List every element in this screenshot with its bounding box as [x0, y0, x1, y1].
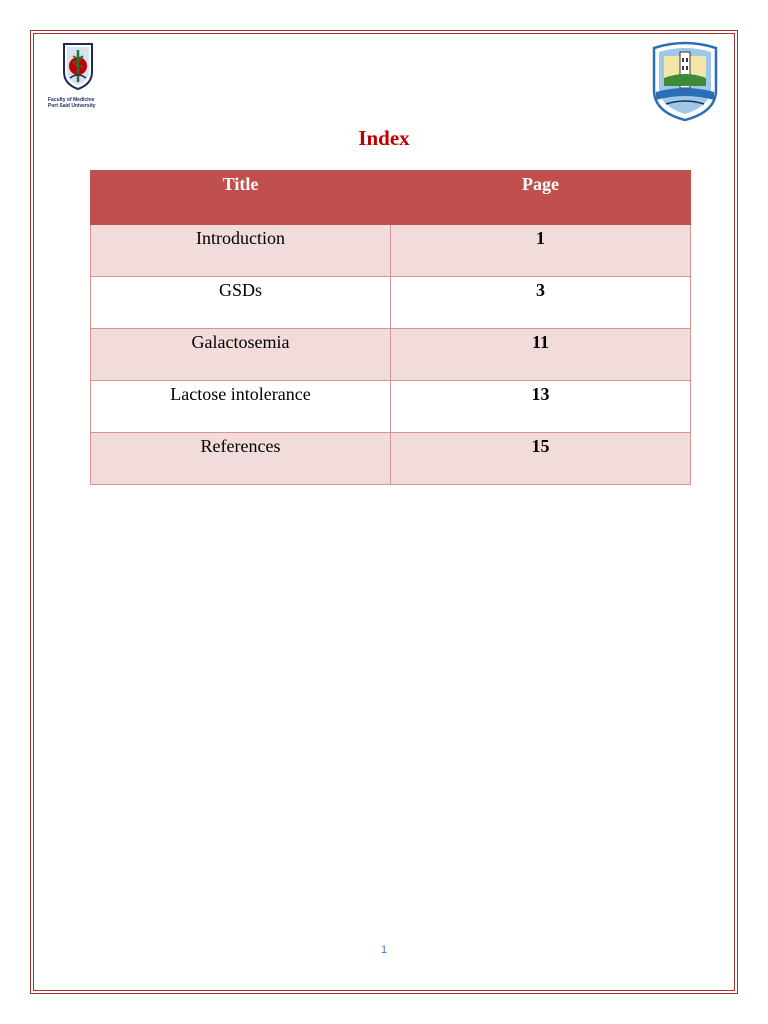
table-row [91, 433, 691, 485]
row-title: References [91, 433, 391, 485]
row-title: Galactosemia [91, 329, 391, 381]
table-row [91, 329, 691, 381]
table-header-row [91, 171, 691, 225]
column-header-page: Page [391, 171, 691, 225]
left-logo-caption-line2: Port Said University [48, 103, 96, 109]
faculty-of-medicine-crest-icon [60, 42, 96, 90]
row-page: 1 [391, 225, 691, 277]
row-page: 3 [391, 277, 691, 329]
table-row [91, 381, 691, 433]
port-said-university-seal-icon [648, 38, 722, 122]
page-number: 1 [380, 944, 388, 956]
left-logo-caption-line1: Faculty of Medicine [48, 97, 95, 103]
row-page: 13 [391, 381, 691, 433]
table-row [91, 225, 691, 277]
index-title: Index [358, 126, 410, 150]
row-title: Lactose intolerance [91, 381, 391, 433]
row-page: 11 [391, 329, 691, 381]
table-row [91, 277, 691, 329]
row-title: GSDs [91, 277, 391, 329]
faculty-of-medicine-logo [48, 42, 112, 112]
row-page: 15 [391, 433, 691, 485]
index-table [90, 170, 691, 485]
row-title: Introduction [91, 225, 391, 277]
column-header-title: Title [91, 171, 391, 225]
